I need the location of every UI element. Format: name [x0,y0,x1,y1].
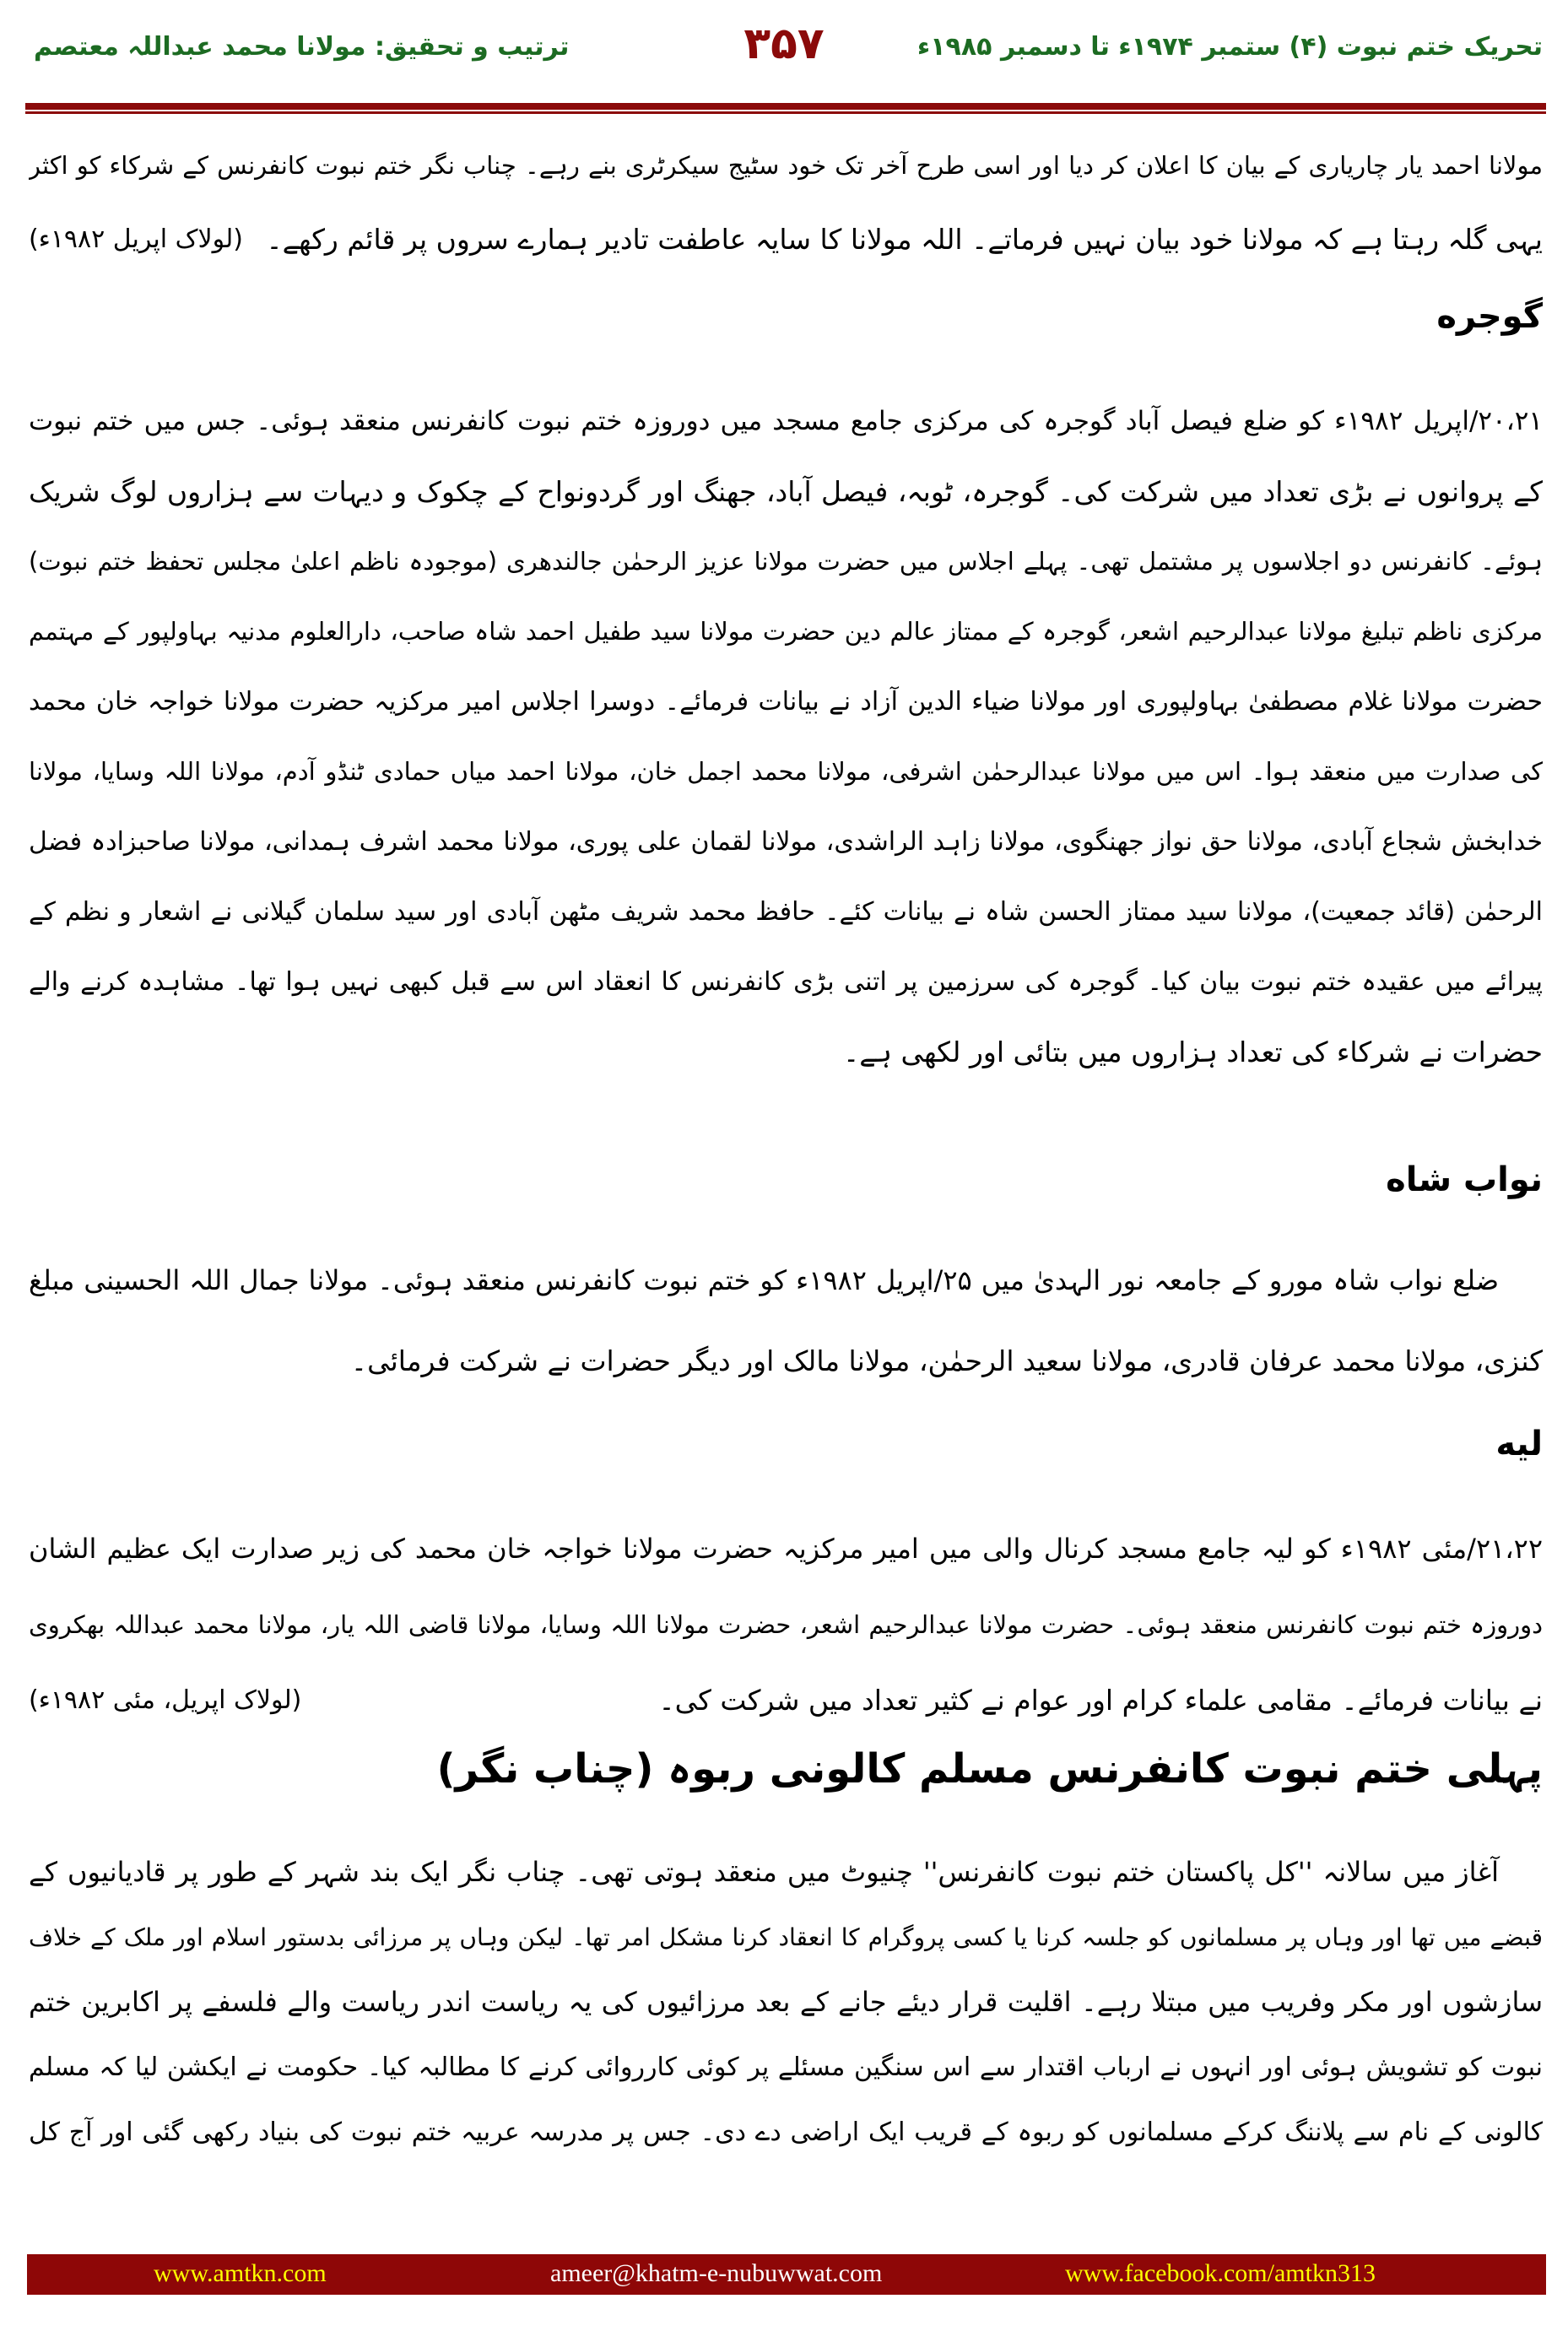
header-rule-thin [25,111,1546,114]
compiler-credit: ترتیب و تحقیق: مولانا محمد عبداللہ معتصم [34,32,570,62]
text-line: قبضے میں تھا اور وہاں پر مسلمانوں کو جلسہ کرنا یا کسی پروگرام کا انعقاد کرنا مشکل امر تھا۔ لیکن وہاں پر مرزائی بدستور اسلام اور ملک کے خلاف [29,1923,1543,1951]
section-heading: نواب شاه [1386,1160,1543,1199]
paragraph [29,1840,1543,2165]
text-line: آغاز میں سالانہ ''کل پاکستان ختم نبوت کانفرنس'' چنیوٹ میں منعقد ہوتی تھی۔ چناب نگر ایک بند شہر کے طور پر قادیانیوں کے [29,1856,1499,1888]
text-line: ہوئے۔ کانفرنس دو اجلاسوں پر مشتمل تھی۔ پہلے اجلاس میں حضرت مولانا عزیز الرحمٰن جالندھری (موجودہ ناظم اعلیٰ مجلس تحفظ ختم نبوت) [29,547,1543,576]
email-link[interactable]: ameer@khatm-e-nubuwwat.com [550,2259,883,2287]
header-rule-thick [25,103,1546,110]
text-line: دوروزہ ختم نبوت کانفرنس منعقد ہوئی۔ حضرت مولانا عبدالرحیم اشعر، حضرت مولانا اللہ وسایا، مولانا قاضی اللہ یار، مولانا محمد عبداللہ بھکروی [29,1610,1543,1639]
paragraph [29,387,1543,1087]
text-line: کی صدارت میں منعقد ہوا۔ اس میں مولانا عبدالرحمٰن اشرفی، مولانا محمد اجمل خان، مولانا احمد میاں حمادی ٹنڈو آدم، مولانا اللہ وسایا، مولانا [29,757,1543,786]
text-line: یہی گلہ رہتا ہے کہ مولانا خود بیان نہیں فرماتے۔ اللہ مولانا کا سایہ عاطفت تادیر ہمارے سروں پر قائم رکھے۔ [266,223,1543,256]
text-line: کے پروانوں نے بڑی تعداد میں شرکت کی۔ گوجرہ، ٹوبہ، فیصل آباد، جھنگ اور گردونواح کے چکوک و دیہات سے ہزاروں لوگ شریک [29,475,1543,508]
website-link[interactable]: www.amtkn.com [154,2259,327,2287]
citation: (لولاک اپریل ۱۹۸۲ء) [29,224,243,254]
section-heading: پہلی ختم نبوت کانفرنس مسلم کالونی ربوہ (چناب نگر) [436,1745,1543,1793]
facebook-link[interactable]: www.facebook.com/amtkn313 [1065,2259,1376,2287]
text-line: حضرت مولانا غلام مصطفیٰ بہاولپوری اور مولانا ضیاء الدین آزاد نے بیانات فرمائے۔ دوسرا اجلاس امیر مرکزیہ حضرت مولانا خواجہ خان محمد [29,687,1543,717]
paragraph [29,1511,1543,1739]
book-title: تحریک ختم نبوت (۴) ستمبر ۱۹۷۴ء تا دسمبر ۱۹۸۵ء [916,32,1543,62]
text-line: خدابخش شجاع آبادی، مولانا حق نواز جھنگوی، مولانا زاہد الراشدی، مولانا لقمان علی پوری، مولانا محمد اشرف ہمدانی، مولانا صاحبزادہ فضل [29,827,1543,857]
text-line: ضلع نواب شاہ مورو کے جامعہ نور الہدیٰ میں ۲۵/اپریل ۱۹۸۲ء کو ختم نبوت کانفرنس منعقد ہوئی۔ مولانا جمال اللہ الحسینی مبلغ [29,1264,1500,1296]
text-line: نے بیانات فرمائے۔ مقامی علماء کرام اور عوام نے کثیر تعداد میں شرکت کی۔ [658,1684,1543,1717]
section-heading: لیه [1495,1425,1543,1463]
paragraph [29,128,1543,277]
paragraph [29,1241,1543,1401]
text-line: مولانا احمد یار چاریاری کے بیان کا اعلان کر دیا اور اسی طرح آخر تک خود سٹیج سیکرٹری بنے رہے۔ چناب نگر ختم نبوت کانفرنس کے شرکاء کو اکثر [29,151,1543,180]
text-line: مرکزی ناظم تبلیغ مولانا عبدالرحیم اشعر، گوجرہ کے ممتاز عالم دین حضرت مولانا سید طفیل احمد شاہ صاحب، دارالعلوم مدنیہ بہاولپور کے مہتمم [29,617,1543,646]
text-line: کنزی، مولانا محمد عرفان قادری، مولانا سعید الرحمٰن، مولانا مالک اور دیگر حضرات نے شرکت فرمائی۔ [350,1344,1543,1377]
text-line: کالونی کے نام سے پلاننگ کرکے مسلمانوں کو ربوہ کے قریب ایک اراضی دے دی۔ جس پر مدرسہ عربیہ ختم نبوت کی بنیاد رکھی گئی اور آج کل [29,2118,1543,2147]
text-line: نبوت کو تشویش ہوئی اور انہوں نے ارباب اقتدار سے اس سنگین مسئلے پر کوئی کارروائی کرنے کا مطالبہ کیا۔ حکومت نے ایکشن لیا کہ مسلم [29,2053,1543,2082]
page-number: ۳۵۷ [743,19,825,69]
text-line: ۲۱،۲۲/مئی ۱۹۸۲ء کو لیہ جامع مسجد کرنال والی میں امیر مرکزیہ حضرت مولانا خواجہ خان محمد کی زیر صدارت ایک عظیم الشان [29,1533,1543,1565]
section-heading: گوجره [1436,297,1543,336]
text-line: الرحمٰن (قائد جمعیت)، مولانا سید ممتاز الحسن شاہ نے بیانات کئے۔ حافظ محمد شریف مٹھن آبادی اور سید سلمان گیلانی نے اشعار و نظم کے [29,897,1543,927]
text-line: حضرات نے شرکاء کی تعداد ہزاروں میں بتائی اور لکھی ہے۔ [842,1036,1543,1068]
citation: (لولاک اپریل، مئی ۱۹۸۲ء) [29,1685,302,1715]
text-line: سازشوں اور مکر وفریب میں مبتلا رہے۔ اقلیت قرار دیئے جانے کے بعد مرزائیوں کی یہ ریاست اندر ریاست والے فلسفے پر اکابرین ختم [29,1986,1543,2018]
page-footer [27,2254,1546,2295]
text-line: ۲۰،۲۱/اپریل ۱۹۸۲ء کو ضلع فیصل آباد گوجرہ کی مرکزی جامع مسجد میں دوروزہ ختم نبوت کانفرنس منعقد ہوئی۔ جس میں ختم نبوت [29,406,1543,436]
text-line: پیرائے میں عقیدہ ختم نبوت بیان کیا۔ گوجرہ کی سرزمین پر اتنی بڑی کانفرنس کا انعقاد اس سے قبل کبھی نہیں ہوا تھا۔ مشاہدہ کرنے والے [29,967,1543,997]
